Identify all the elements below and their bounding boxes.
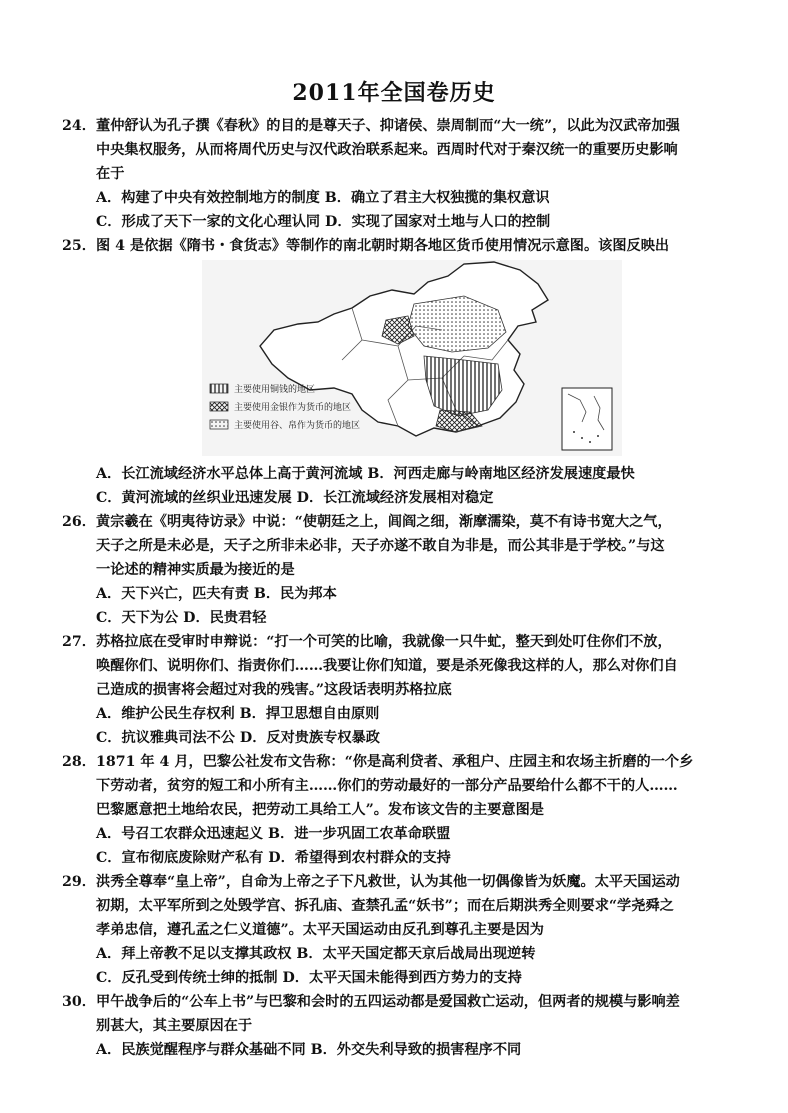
question-number: 28．: [62, 754, 96, 770]
answer-options-ab: A．号召工农群众迅速起义 B．进一步巩固工农革命联盟: [96, 826, 451, 842]
currency-map-figure: [62, 260, 734, 458]
question-stem-line: 巴黎愿意把土地给农民，把劳动工具给工人”。发布该文告的主要意图是: [96, 802, 544, 818]
answer-options-cd: C．形成了天下一家的文化心理认同 D．实现了国家对土地与人口的控制: [96, 214, 551, 230]
question-stem-line: 董仲舒认为孔子撰《春秋》的目的是尊天子、抑诸侯、崇周制而“大一统”，以此为汉武帝加强: [96, 118, 680, 134]
south-china-sea-inset: [562, 388, 612, 450]
question-stem-line: 洪秀全尊奉“皇上帝”，自命为上帝之子下凡救世，认为其他一切偶像皆为妖魔。太平天国运动: [96, 874, 680, 890]
question-stem-line: 别甚大，其主要原因在于: [96, 1018, 253, 1034]
answer-options-cd: C．抗议雅典司法不公 D．反对贵族专权暴政: [96, 730, 380, 746]
question-stem-line: 甲午战争后的“公车上书”与巴黎和会时的五四运动都是爱国救亡运动，但两者的规模与影响差: [96, 994, 680, 1010]
question-number: 30．: [62, 994, 96, 1010]
legend-label: 主要使用金银作为货币的地区: [234, 403, 352, 413]
question-stem-line: 天子之所是未必是，天子之所非未必非，天子亦遂不敢自为非是，而公其非是于学校。”与这: [96, 538, 665, 554]
answer-options-ab: A．天下兴亡，匹夫有责 B．民为邦本: [96, 586, 337, 602]
answer-options-ab: A．民族觉醒程序与群众基础不同 B．外交失利导致的损害程序不同: [96, 1042, 522, 1058]
question-30: [62, 990, 734, 1062]
question-stem-line: 黄宗羲在《明夷待访录》中说：“使朝廷之上，闾阎之细，渐摩濡染，莫不有诗书宽大之气，: [96, 514, 672, 530]
question-stem-line: 1871 年 4 月，巴黎公社发布文告称：“你是高利贷者、承租户、庄园主和农场主折磨的一个乡: [96, 754, 694, 770]
question-number: 26．: [62, 514, 96, 530]
question-stem-line: 下劳动者，贫穷的短工和小所有主……你们的劳动最好的一部分产品要给什么都不干的人……: [96, 778, 678, 794]
question-stem-line: 苏格拉底在受审时申辩说：“打一个可笑的比喻，我就像一只牛虻，整天到处叮住你们不放，: [96, 634, 672, 650]
question-stem-line: 初期，太平军所到之处毁学宫、拆孔庙、查禁孔孟“妖书”；而在后期洪秀全则要求“学尧舜之: [96, 898, 674, 914]
question-26: [62, 510, 734, 630]
answer-options-ab: A．拜上帝教不足以支撑其政权 B．太平天国定都天京后战局出现逆转: [96, 946, 536, 962]
answer-options-cd: C．黄河流域的丝织业迅速发展 D．长江流域经济发展相对稳定: [96, 490, 494, 506]
question-stem-line: 图 4 是依据《隋书・食货志》等制作的南北朝时期各地区货币使用情况示意图。该图反映出: [96, 238, 670, 254]
question-list: [62, 114, 734, 1062]
page-title: 2011年全国卷历史: [292, 80, 496, 106]
question-stem-line: 在于: [96, 166, 125, 182]
question-29: [62, 870, 734, 990]
question-number: 27．: [62, 634, 96, 650]
legend-swatch-dots: [210, 420, 228, 429]
question-24: [62, 114, 734, 234]
question-number: 29．: [62, 874, 96, 890]
legend-label: 主要使用铜钱的地区: [234, 385, 316, 395]
question-number: 24．: [62, 118, 96, 134]
question-stem-line: 孝弟忠信，遵孔孟之仁义道德”。太平天国运动由反孔到尊孔主要是因为: [96, 922, 544, 938]
legend-swatch-cross: [210, 402, 228, 411]
answer-options-ab: A．长江流域经济水平总体上高于黄河流域 B．河西走廊与岭南地区经济发展速度最快: [96, 466, 635, 482]
question-stem-line: 唤醒你们、说明你们、指责你们……我要让你们知道，要是杀死像我这样的人，那么对你们自: [96, 658, 678, 674]
answer-options-cd: C．反孔受到传统士绅的抵制 D．太平天国未能得到西方势力的支持: [96, 970, 522, 986]
legend-swatch-stripes: [210, 384, 228, 393]
question-25: [62, 234, 734, 510]
question-stem-line: 中央集权服务，从而将周代历史与汉代政治联系起来。西周时代对于秦汉统一的重要历史影响: [96, 142, 678, 158]
legend-label: 主要使用谷、帛作为货币的地区: [234, 421, 361, 431]
question-stem-line: 一论述的精神实质最为接近的是: [96, 562, 295, 578]
region-copper-coins: [424, 356, 502, 416]
question-27: [62, 630, 734, 750]
question-number: 25．: [62, 238, 96, 254]
answer-options-ab: A．构建了中央有效控制地方的制度 B．确立了君主大权独揽的集权意识: [96, 190, 550, 206]
answer-options-cd: C．宣布彻底废除财产私有 D．希望得到农村群众的支持: [96, 850, 451, 866]
answer-options-cd: C．天下为公 D．民贵君轻: [96, 610, 267, 626]
question-stem-line: 己造成的损害将会超过对我的残害。”这段话表明苏格拉底: [96, 682, 452, 698]
question-28: [62, 750, 734, 870]
answer-options-ab: A．维护公民生存权利 B．捍卫思想自由原则: [96, 706, 380, 722]
china-currency-map: [202, 260, 622, 456]
